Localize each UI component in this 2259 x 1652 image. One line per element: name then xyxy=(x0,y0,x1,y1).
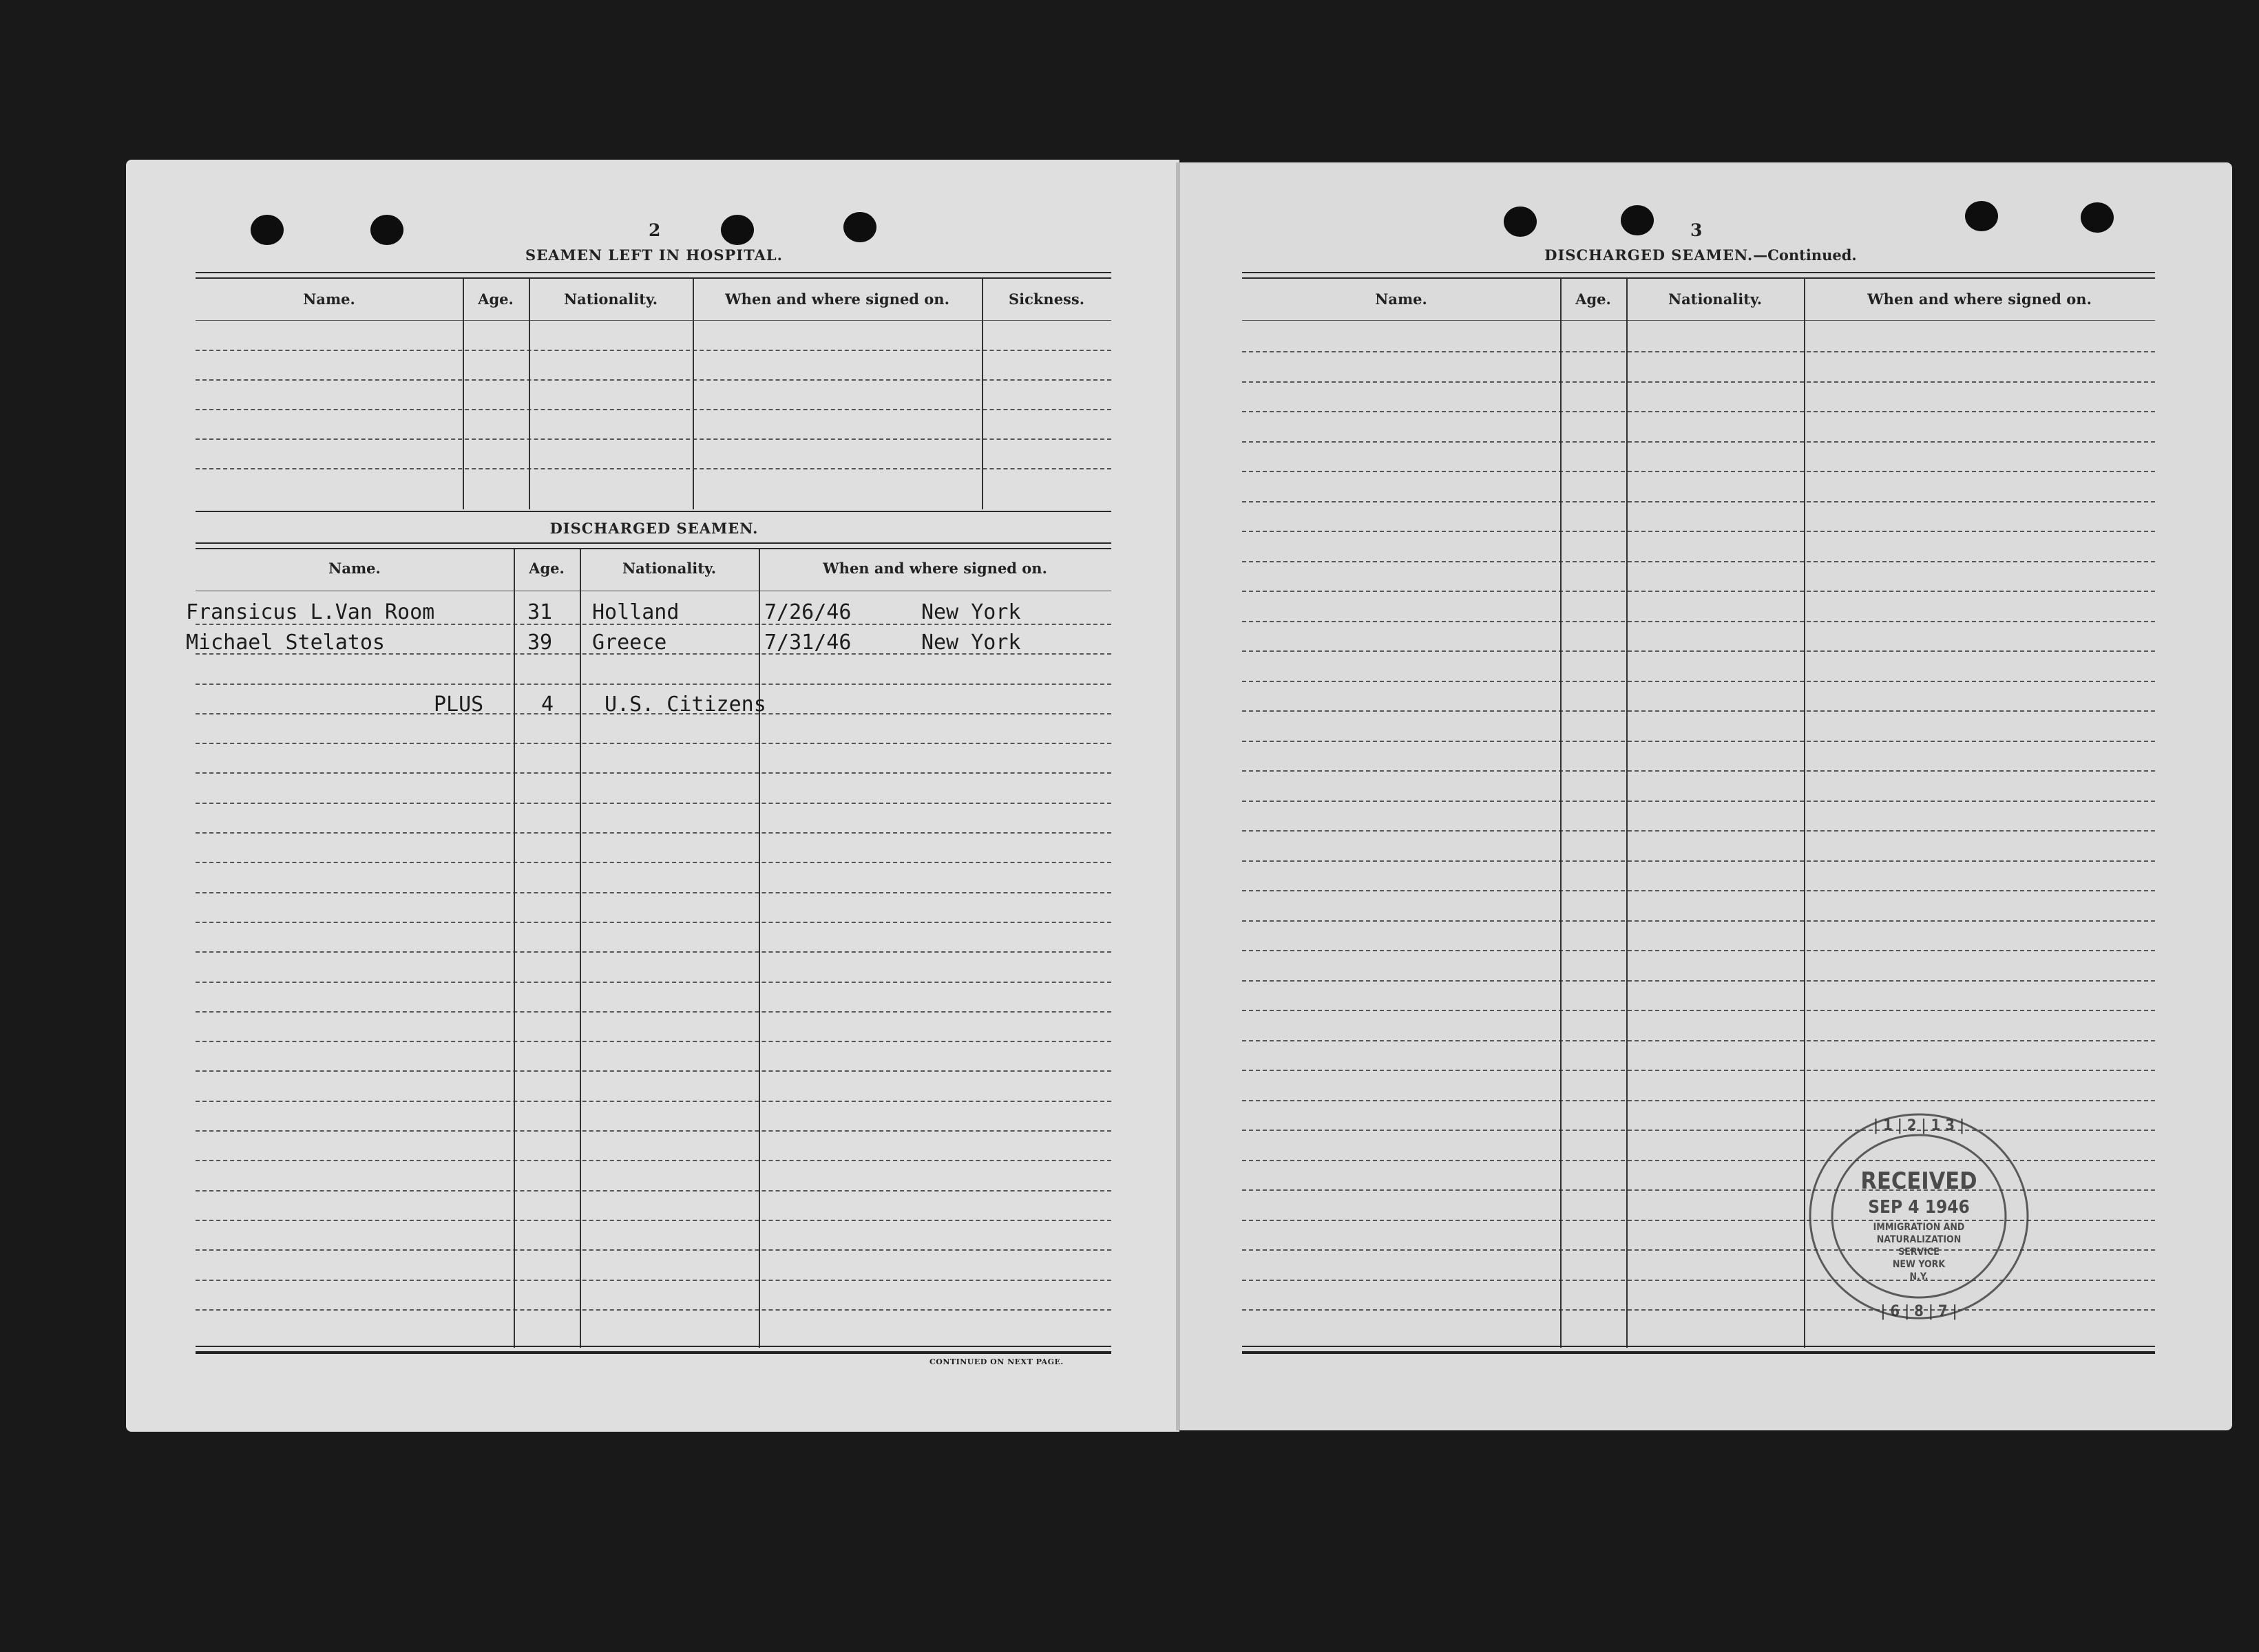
header-rule xyxy=(1242,320,2155,321)
row-line xyxy=(1242,741,2155,742)
discharged-col-age: Age. xyxy=(529,560,565,577)
column-divider xyxy=(580,549,581,1348)
seaman-1-name: Fransicus L.Van Room xyxy=(186,600,435,624)
row-line xyxy=(196,832,1111,834)
column-divider xyxy=(529,279,530,509)
row-line xyxy=(196,379,1111,381)
row-line xyxy=(196,438,1111,440)
row-line xyxy=(196,922,1111,923)
row-line xyxy=(1242,441,2155,443)
top-rule xyxy=(196,277,1111,279)
header-rule xyxy=(196,320,1111,321)
row-line xyxy=(196,1130,1111,1132)
top-rule xyxy=(196,272,1111,273)
row-line xyxy=(196,1190,1111,1192)
row-line xyxy=(1242,830,2155,832)
seaman-2-age: 39 xyxy=(527,631,553,655)
page-fold xyxy=(1176,162,1180,1430)
row-line xyxy=(196,982,1111,983)
row-line xyxy=(1242,1070,2155,1071)
punch-hole xyxy=(251,215,284,245)
seaman-2-date: 7/31/46 xyxy=(764,631,852,655)
row-line xyxy=(196,892,1111,893)
row-line xyxy=(196,743,1111,744)
row-line xyxy=(196,1249,1111,1251)
row-line xyxy=(1242,710,2155,712)
top-rule xyxy=(1242,272,2155,273)
discharged-col-signed-on: When and where signed on. xyxy=(823,560,1047,577)
bottom-rule xyxy=(196,1346,1111,1347)
hospital-col-sickness: Sickness. xyxy=(1008,290,1085,308)
row-line xyxy=(196,1041,1111,1042)
row-line xyxy=(1242,980,2155,982)
punch-hole xyxy=(1621,205,1654,235)
svg-text:| 1 | 2 | 1 3 |: | 1 | 2 | 1 3 | xyxy=(1873,1117,1965,1134)
row-line xyxy=(196,1101,1111,1102)
bottom-rule xyxy=(1242,1346,2155,1347)
stamp-line5: SERVICE xyxy=(1898,1247,1940,1258)
row-line xyxy=(196,468,1111,469)
row-line xyxy=(196,350,1111,351)
punch-hole xyxy=(721,215,754,245)
row-line xyxy=(1242,501,2155,502)
column-divider xyxy=(693,279,694,509)
section-rule xyxy=(196,511,1111,512)
punch-hole xyxy=(2081,202,2114,233)
column-divider xyxy=(982,279,983,509)
row-line xyxy=(1242,411,2155,412)
row-line xyxy=(196,1160,1111,1161)
row-line xyxy=(196,1280,1111,1281)
hospital-col-name: Name. xyxy=(303,290,355,308)
hospital-col-signed-on: When and where signed on. xyxy=(725,290,949,308)
bottom-rule xyxy=(1242,1351,2155,1354)
section-rule xyxy=(196,542,1111,544)
stamp-line1: RECEIVED xyxy=(1860,1167,1977,1195)
discharged-col-nationality: Nationality. xyxy=(622,560,717,577)
right-col-name: Name. xyxy=(1375,290,1427,308)
row-line xyxy=(1242,381,2155,383)
right-title-main: DISCHARGED SEAMEN. xyxy=(1544,246,1754,264)
punch-hole xyxy=(843,212,876,242)
right-col-age: Age. xyxy=(1575,290,1611,308)
summary-count: 4 xyxy=(541,692,554,717)
stamp-line2: SEP 4 1946 xyxy=(1868,1197,1970,1218)
stamp-line7: N.Y. xyxy=(1909,1271,1929,1282)
row-line xyxy=(1242,920,2155,922)
stamp-line6: NEW YORK xyxy=(1892,1259,1946,1270)
discharged-col-name: Name. xyxy=(328,560,381,577)
bottom-rule xyxy=(196,1351,1111,1354)
row-line xyxy=(1242,1100,2155,1101)
seaman-2-place: New York xyxy=(921,631,1021,655)
right-col-signed-on: When and where signed on. xyxy=(1867,290,2092,308)
row-line xyxy=(1242,621,2155,622)
svg-text:| 6 | 8 | 7 |: | 6 | 8 | 7 | xyxy=(1880,1303,1957,1320)
row-line xyxy=(196,803,1111,804)
row-line xyxy=(1242,770,2155,772)
row-line xyxy=(1242,890,2155,891)
row-line xyxy=(196,1011,1111,1013)
punch-hole xyxy=(370,215,403,245)
seaman-1-date: 7/26/46 xyxy=(764,600,852,624)
row-line xyxy=(1242,950,2155,951)
stamp-line3: IMMIGRATION AND xyxy=(1873,1222,1965,1233)
row-line xyxy=(196,1220,1111,1221)
row-line xyxy=(196,409,1111,410)
seaman-1-place: New York xyxy=(921,600,1021,624)
hospital-col-nationality: Nationality. xyxy=(563,290,658,308)
row-line xyxy=(1242,531,2155,532)
right-section-title xyxy=(1515,246,1887,264)
row-line xyxy=(196,684,1111,685)
row-line xyxy=(1242,1040,2155,1041)
row-line xyxy=(1242,591,2155,592)
row-line xyxy=(196,1070,1111,1072)
hospital-col-age: Age. xyxy=(478,290,514,308)
row-line xyxy=(196,862,1111,863)
column-divider xyxy=(463,279,464,509)
row-line xyxy=(1242,650,2155,652)
seaman-1-nationality: Holland xyxy=(592,600,680,624)
row-line xyxy=(1242,801,2155,802)
right-page xyxy=(1179,162,2232,1430)
row-line xyxy=(196,772,1111,774)
punch-hole xyxy=(1504,206,1537,237)
column-divider xyxy=(1626,279,1628,1348)
section-rule xyxy=(196,548,1111,549)
summary-text: U.S. Citizens xyxy=(605,692,766,717)
discharged-section-title: DISCHARGED SEAMEN. xyxy=(549,520,759,537)
row-line xyxy=(196,1309,1111,1311)
row-line xyxy=(196,951,1111,953)
row-line xyxy=(1242,561,2155,562)
punch-hole xyxy=(1965,201,1998,231)
row-line xyxy=(1242,681,2155,682)
right-title-suffix: —Continued. xyxy=(1753,246,1857,264)
top-rule xyxy=(1242,277,2155,279)
row-line xyxy=(1242,471,2155,472)
seaman-2-name: Michael Stelatos xyxy=(186,631,385,655)
row-line xyxy=(1242,860,2155,862)
column-divider xyxy=(1560,279,1562,1348)
hospital-section-title: SEAMEN LEFT IN HOSPITAL. xyxy=(525,246,783,264)
stamp-line4: NATURALIZATION xyxy=(1876,1234,1962,1245)
column-divider xyxy=(759,549,760,1348)
column-divider xyxy=(514,549,515,1348)
seaman-1-age: 31 xyxy=(527,600,553,624)
right-col-nationality: Nationality. xyxy=(1668,290,1763,308)
page-number: 2 xyxy=(649,220,661,240)
row-line xyxy=(1242,351,2155,352)
seaman-2-nationality: Greece xyxy=(592,631,667,655)
received-stamp xyxy=(1805,1110,2032,1323)
summary-label: PLUS xyxy=(434,692,484,717)
continued-note: CONTINUED ON NEXT PAGE. xyxy=(929,1357,1064,1366)
page-number: 3 xyxy=(1690,220,1703,240)
row-line xyxy=(1242,1010,2155,1011)
